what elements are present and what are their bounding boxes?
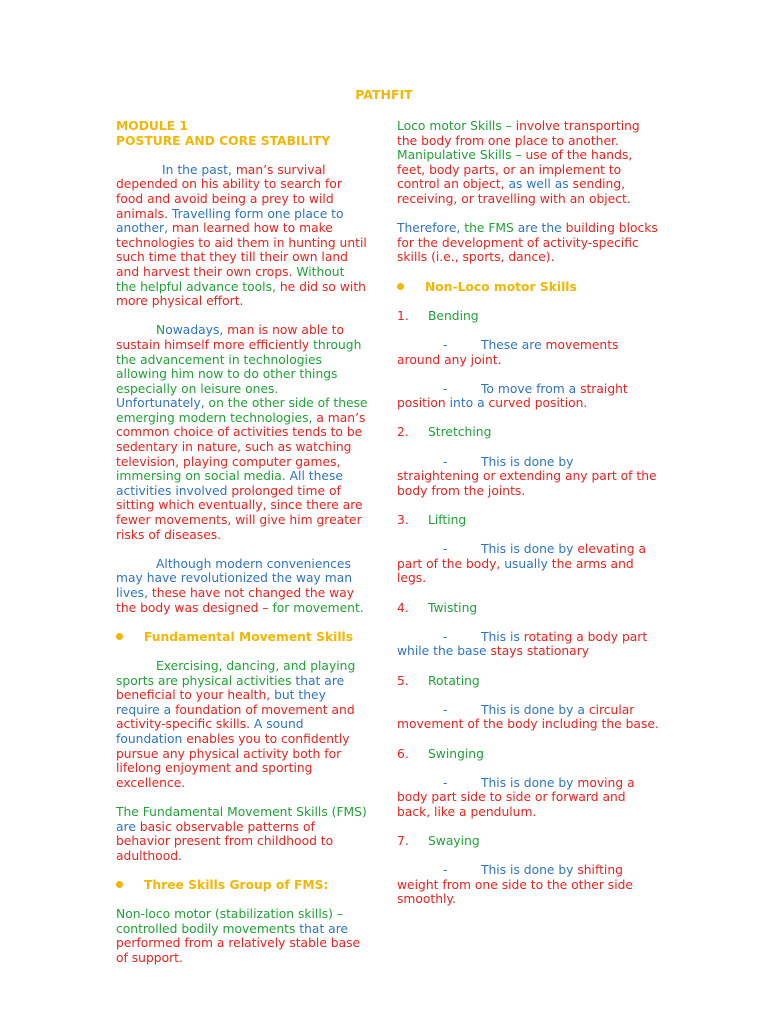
text-segment: usually <box>504 556 552 571</box>
bullet-fundamental-movement-skills: Fundamental Movement Skills <box>116 630 368 645</box>
document-title: PATHFIT <box>355 87 413 102</box>
text-segment: shifting weight from one <box>397 863 623 892</box>
paragraph-past: In the past, man’s survival depended on his ability to search for food and avoid being a prey to wild animals. Travelling form one place to another, man learned how to make technologies to aid them in hunting until such time that they till their own land and harvest their own crops. Without the helpful advance tools, he did so with more physical effort. <box>116 162 367 309</box>
skill-number: 7. <box>397 834 409 849</box>
paragraph-exercising: Exercising, dancing, and playing sports are physical activities that are beneficial to your health, but they require a foundation of movement and activity-specific skills. A sound foundation enables you to confidently pursue any physical activity both for lifelong enjoyment and sporting excellence. <box>116 658 356 790</box>
skill-item <box>397 747 659 762</box>
skill-description <box>397 863 659 907</box>
text-segment: side to the other side smoothly. <box>397 877 633 907</box>
text-segment: body, <box>465 556 505 571</box>
text-segment: into a <box>449 396 489 411</box>
dash-marker: - <box>443 775 448 790</box>
skill-number: 3. <box>397 513 409 528</box>
skill-description-text <box>397 703 659 732</box>
paragraph-conveniences: Although modern conveniences may have revolutionized the way man lives, these have not changed the way the body was designed – for movement. <box>116 556 364 615</box>
text-segment: To move from a <box>481 381 581 396</box>
skill-description <box>397 455 659 499</box>
dash-marker: - <box>443 863 448 878</box>
module-number: MODULE 1 <box>116 119 188 133</box>
skill-name: Swaying <box>428 834 480 849</box>
bullet-dot <box>116 881 123 888</box>
skill-item <box>397 513 659 528</box>
skill-name: Rotating <box>428 673 480 688</box>
text-segment: rotating a body part <box>523 629 648 644</box>
dash-marker: - <box>443 337 448 352</box>
paragraph-manipulative: Manipulative Skills – use of the hands, feet, body parts, or an implement to control an object, as well as sending, receiving, or travelling with an object. <box>397 148 633 206</box>
right-column <box>397 119 659 922</box>
module-title: POSTURE AND CORE STABILITY <box>116 133 331 148</box>
text-segment: straightening or extending <box>397 469 565 484</box>
text-segment: This is done by <box>481 863 578 878</box>
text-segment: the arms and legs. <box>397 556 634 586</box>
dash-marker: - <box>443 454 448 469</box>
skill-description-text <box>397 630 659 659</box>
skill-name: Swinging <box>428 746 484 761</box>
skill-number: 5. <box>397 673 409 688</box>
skill-description <box>397 382 659 411</box>
skill-description-text <box>397 776 659 820</box>
left-column <box>116 119 368 980</box>
dash-marker: - <box>443 542 448 557</box>
paragraph-loco-motor: Loco motor Skills – involve transporting the body from one place to another. <box>397 119 640 148</box>
skill-description <box>397 703 659 732</box>
skill-item <box>397 309 659 324</box>
skill-item <box>397 425 659 440</box>
skill-description <box>397 630 659 659</box>
text-segment: straight position <box>397 381 628 411</box>
skill-number: 1. <box>397 308 409 323</box>
text-segment: elevating a part of the <box>397 542 647 571</box>
skill-description <box>397 542 659 586</box>
skill-description-text <box>397 455 659 499</box>
skill-description <box>397 776 659 820</box>
skill-list <box>397 309 659 907</box>
text-segment: the body including the base. <box>483 717 659 732</box>
module-heading <box>116 119 368 148</box>
paragraph-therefore: Therefore, the FMS are the building blocks for the development of activity-specific skills (i.e., sports, dance). <box>397 221 658 265</box>
skill-description-text <box>397 382 659 411</box>
skill-description-text <box>397 863 659 907</box>
text-segment: This is <box>481 629 524 644</box>
skill-item <box>397 674 659 689</box>
dash-marker: - <box>443 702 448 717</box>
text-segment: moving a body part side <box>397 775 635 805</box>
skill-name: Lifting <box>428 513 467 528</box>
skill-item <box>397 601 659 616</box>
bullet-dot <box>116 633 123 640</box>
text-segment: stays stationary <box>490 644 590 659</box>
skill-name: Twisting <box>428 600 478 615</box>
text-segment: This is done by <box>481 454 574 469</box>
text-segment: any part of the body from the joints. <box>397 469 657 498</box>
dash-marker: - <box>443 381 448 396</box>
skill-number: 2. <box>397 425 409 440</box>
paragraph-fms-definition: The Fundamental Movement Skills (FMS) are basic observable patterns of behavior present from childhood to adulthood. <box>116 804 367 863</box>
dash-marker: - <box>443 629 448 644</box>
text-segment: movements around any joint. <box>397 337 619 367</box>
skill-description <box>397 338 659 367</box>
text-segment: while the base <box>397 644 491 659</box>
text-segment: These are <box>481 337 546 352</box>
text-segment: circular movement of <box>397 702 635 732</box>
skill-item <box>397 834 659 849</box>
skill-description-text <box>397 338 659 367</box>
skill-name: Bending <box>428 308 479 323</box>
text-segment: to side or forward and back, like a pendulum. <box>397 790 626 819</box>
paragraph-nowadays: Nowadays, man is now able to sustain himself more efficiently through the advancement in technologies allowing him now to do other things especially on leisure ones. Unfortunately, on the other side of these emerging modern technologies, a man’s common choice of activities tends to be sedentary in nature, such as watching television, playing computer games, immersing on social media. All these activities involved prolonged time of sitting which eventually, since there are fewer movements, will give him greater risks of diseases. <box>116 323 368 542</box>
text-segment: This is done by <box>481 775 578 790</box>
skill-description-text <box>397 542 659 586</box>
skill-name: Stretching <box>428 425 492 440</box>
skill-number: 4. <box>397 600 409 615</box>
text-segment: curved position. <box>488 396 588 411</box>
text-segment: This is done by <box>481 542 578 557</box>
bullet-non-loco-motor-skills: Non-Loco motor Skills <box>397 280 659 295</box>
paragraph-non-loco-motor: Non-loco motor (stabilization skills) – controlled bodily movements that are performed from a relatively stable base of support. <box>116 907 361 965</box>
text-segment: This is done by a <box>481 702 589 717</box>
skill-number: 6. <box>397 746 409 761</box>
bullet-three-skills-group: Three Skills Group of FMS: <box>116 878 368 893</box>
bullet-dot <box>397 283 404 290</box>
